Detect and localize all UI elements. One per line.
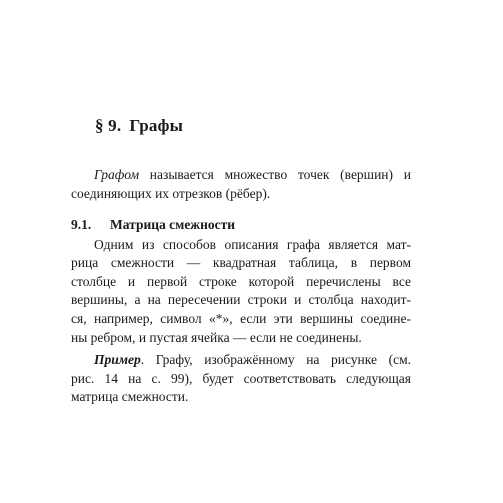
example-label: Пример [94, 352, 141, 368]
intro-paragraph [71, 166, 411, 203]
example-line: рис. 14 на с. 99), будет соответствовать следующая [71, 370, 411, 386]
intro-line-1 [71, 166, 411, 185]
intro-line-1-rest: называется множество точек (вершин) и [139, 167, 411, 182]
subsection-number: 9.1. [71, 217, 92, 232]
example-line-1-rest: . Графу, изображённому на рисунке (см. [140, 352, 411, 368]
intro-term: Графом [94, 167, 140, 182]
subsection-matrix [71, 216, 411, 407]
subsection-title: Матрица смежности [110, 217, 236, 232]
example-line-1 [71, 351, 411, 370]
subsection-heading [71, 216, 411, 235]
intro-line-2: соединяющих их отрезков (рёбер). [71, 185, 271, 201]
example-line: матрица смежности. [71, 389, 189, 405]
section-heading [95, 116, 183, 136]
paragraph-line: столбце и первой строке которой перечислены все [71, 273, 411, 289]
section-title: Графы [129, 116, 184, 135]
paragraph-line: Одним из способов описания графа является мат- [94, 236, 411, 252]
paragraph-line: ся, например, символ «*», если эти вершины соедине- [71, 310, 411, 326]
section-number: § 9. [95, 116, 122, 135]
paragraph-line: ны ребром, и пустая ячейка — если не соединены. [71, 329, 362, 345]
paragraph-line: вершины, а на пересечении строки и столбца находит- [71, 292, 411, 308]
example-paragraph [71, 351, 411, 407]
paragraph-line: рица смежности — квадратная таблица, в первом [71, 255, 411, 271]
definition-paragraph [71, 236, 411, 348]
